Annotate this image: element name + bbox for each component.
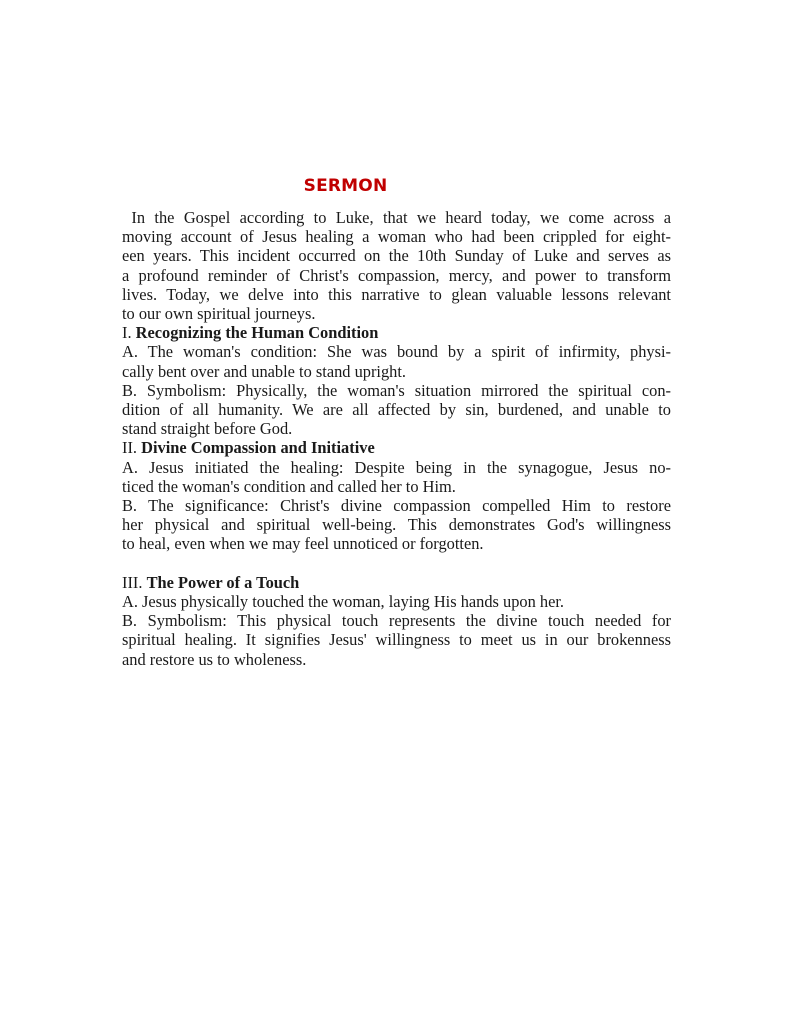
text-line: moving account of Jesus healing a woman who had been crippled for eight- [122,227,671,247]
text-line: A. Jesus initiated the healing: Despite being in the synagogue, Jesus no- [122,457,671,477]
section-point [122,381,671,439]
text-line: lives. Today, we delve into this narrative to glean valuable lessons relevant [122,284,671,304]
section-title: Divine Compassion and Initiative [141,438,375,458]
section-point [122,458,671,496]
text-line: to heal, even when we may feel unnoticed or forgotten. [122,534,484,554]
section-point [122,496,671,554]
page-title: SERMON [303,176,388,196]
section-heading [122,573,671,592]
section-numeral: II. [122,438,142,458]
section-title: The Power of a Touch [146,572,300,592]
text-line: and restore us to wholeness. [122,649,307,669]
intro-paragraph [122,208,671,323]
text-line: dition of all humanity. We are all affected by sin, burdened, and unable to [122,400,671,420]
section-point [122,342,671,380]
section-heading [122,438,671,457]
section-point [122,611,671,669]
section-heading [122,323,671,342]
text-line: B. Symbolism: Physically, the woman's situation mirrored the spiritual con- [122,380,671,400]
text-line: spiritual healing. It signifies Jesus' willingness to meet us in our brokenness [122,630,671,650]
text-line: her physical and spiritual well-being. This demonstrates God's willingness [122,515,671,535]
blank-line [122,554,671,573]
section-numeral: III. [122,572,147,592]
text-line: cally bent over and unable to stand upright. [122,361,407,381]
text-line: a profound reminder of Christ's compassion, mercy, and power to transform [122,265,671,285]
section-title: Recognizing the Human Condition [135,323,379,343]
text-line: A. The woman's condition: She was bound by a spirit of infirmity, physi- [122,342,671,362]
sermon-body [122,208,671,669]
text-line: ticed the woman's condition and called her to Him. [122,476,456,496]
text-line: B. Symbolism: This physical touch represents the divine touch needed for [122,611,671,631]
text-line: In the Gospel according to Luke, that we heard today, we come across a [122,208,671,227]
text-line: A. Jesus physically touched the woman, laying His hands upon her. [122,592,565,612]
text-line: to our own spiritual journeys. [122,304,316,324]
text-line: B. The significance: Christ's divine compassion compelled Him to restore [122,496,671,516]
section-point [122,592,671,611]
text-line: stand straight before God. [122,419,293,439]
section-numeral: I. [122,323,136,343]
text-line: een years. This incident occurred on the 10th Sunday of Luke and serves as [122,246,671,266]
